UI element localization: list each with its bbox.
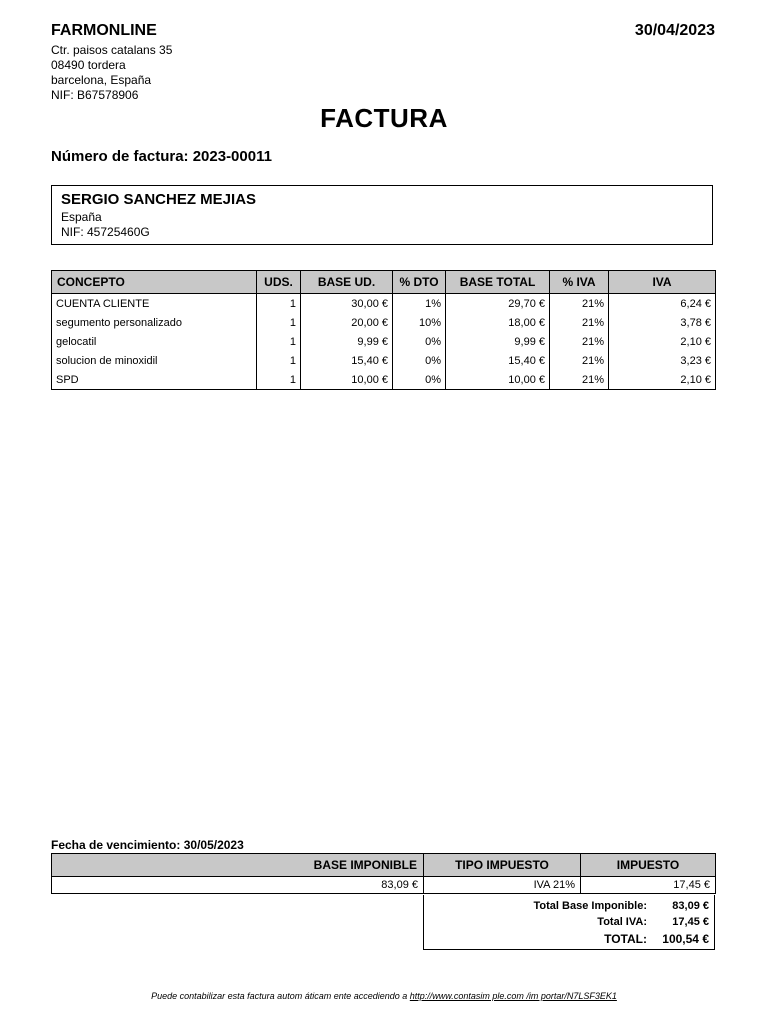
due-date-value: 30/05/2023 [183, 838, 244, 852]
cell-base-total: 18,00 € [446, 313, 550, 332]
col-header-dto: % DTO [393, 271, 446, 294]
cell-pct-iva: 21% [550, 313, 609, 332]
cell-pct-iva: 21% [550, 351, 609, 370]
col-header-base-ud: BASE UD. [301, 271, 393, 294]
cell-iva: 3,78 € [609, 313, 716, 332]
grand-total-row [424, 930, 714, 948]
cell-iva: 6,24 € [609, 294, 716, 314]
cell-base-ud: 10,00 € [301, 370, 393, 390]
footer-text: Puede contabilizar esta factura autom áticam ente accediendo a [151, 991, 408, 1001]
cell-uds: 1 [257, 351, 301, 370]
due-date [51, 838, 244, 852]
cell-uds: 1 [257, 294, 301, 314]
cell-concepto: CUENTA CLIENTE [52, 294, 257, 314]
cell-base-ud: 15,40 € [301, 351, 393, 370]
tax-header-row [52, 854, 716, 877]
cell-impuesto: 17,45 € [581, 877, 716, 894]
cell-iva: 2,10 € [609, 370, 716, 390]
total-iva-value: 17,45 € [672, 916, 709, 928]
table-row [52, 351, 716, 370]
company-name: FARMONLINE [51, 22, 157, 39]
invoice-date: 30/04/2023 [634, 22, 715, 39]
company-address: Ctr. paisos catalans 35 [51, 43, 173, 57]
table-row [52, 370, 716, 390]
col-header-uds: UDS. [257, 271, 301, 294]
cell-base-ud: 30,00 € [301, 294, 393, 314]
cell-concepto: segumento personalizado [52, 313, 257, 332]
tax-row [52, 877, 716, 894]
tax-summary-table [51, 853, 716, 894]
company-nif: NIF: B67578906 [51, 88, 139, 102]
cell-base-total: 9,99 € [446, 332, 550, 351]
col-header-iva: IVA [609, 271, 716, 294]
client-name: SERGIO SANCHEZ MEJIAS [61, 191, 257, 208]
cell-base-total: 29,70 € [446, 294, 550, 314]
cell-dto: 0% [393, 332, 446, 351]
col-header-tipo-impuesto: TIPO IMPUESTO [424, 854, 581, 877]
document-title: FACTURA [320, 103, 448, 133]
due-date-label: Fecha de vencimiento: [51, 838, 181, 852]
total-base-row [424, 898, 714, 914]
cell-base-imponible: 83,09 € [52, 877, 424, 894]
client-country: España [61, 210, 102, 224]
table-row [52, 332, 716, 351]
footer-link[interactable]: http://www.contasim ple.com /im portar/N7LSF3EK1 [409, 991, 617, 1001]
cell-dto: 0% [393, 351, 446, 370]
cell-iva: 2,10 € [609, 332, 716, 351]
cell-iva: 3,23 € [609, 351, 716, 370]
cell-concepto: SPD [52, 370, 257, 390]
cell-uds: 1 [257, 313, 301, 332]
cell-dto: 10% [393, 313, 446, 332]
grand-total-value: 100,54 € [662, 932, 709, 946]
cell-concepto: gelocatil [52, 332, 257, 351]
col-header-base-total: BASE TOTAL [446, 271, 550, 294]
company-postal-code: 08490 tordera [51, 58, 126, 72]
total-base-label: Total Base Imponible: [533, 900, 647, 912]
total-iva-label: Total IVA: [597, 916, 647, 928]
cell-pct-iva: 21% [550, 370, 609, 390]
company-details [51, 43, 172, 103]
table-header-row [52, 271, 716, 294]
total-iva-row [424, 914, 714, 930]
cell-uds: 1 [257, 332, 301, 351]
totals-box [423, 895, 715, 950]
company-city: barcelona, España [51, 73, 152, 87]
col-header-concepto: CONCEPTO [52, 271, 257, 294]
cell-dto: 0% [393, 370, 446, 390]
col-header-impuesto: IMPUESTO [581, 854, 716, 877]
client-box [51, 185, 713, 245]
cell-concepto: solucion de minoxidil [52, 351, 257, 370]
col-header-pct-iva: % IVA [550, 271, 609, 294]
invoice-number: Número de factura: 2023-00011 [51, 148, 272, 165]
table-row [52, 313, 716, 332]
cell-dto: 1% [393, 294, 446, 314]
grand-total-label: TOTAL: [604, 932, 647, 946]
total-base-value: 83,09 € [672, 900, 709, 912]
cell-base-total: 15,40 € [446, 351, 550, 370]
cell-base-total: 10,00 € [446, 370, 550, 390]
cell-tipo-impuesto: IVA 21% [424, 877, 581, 894]
invoice-lines-table [51, 270, 716, 390]
col-header-base-imponible: BASE IMPONIBLE [52, 854, 424, 877]
table-row [52, 294, 716, 314]
cell-base-ud: 9,99 € [301, 332, 393, 351]
client-nif: NIF: 45725460G [61, 225, 150, 239]
cell-pct-iva: 21% [550, 294, 609, 314]
footer-note [0, 991, 768, 1001]
cell-pct-iva: 21% [550, 332, 609, 351]
cell-uds: 1 [257, 370, 301, 390]
cell-base-ud: 20,00 € [301, 313, 393, 332]
